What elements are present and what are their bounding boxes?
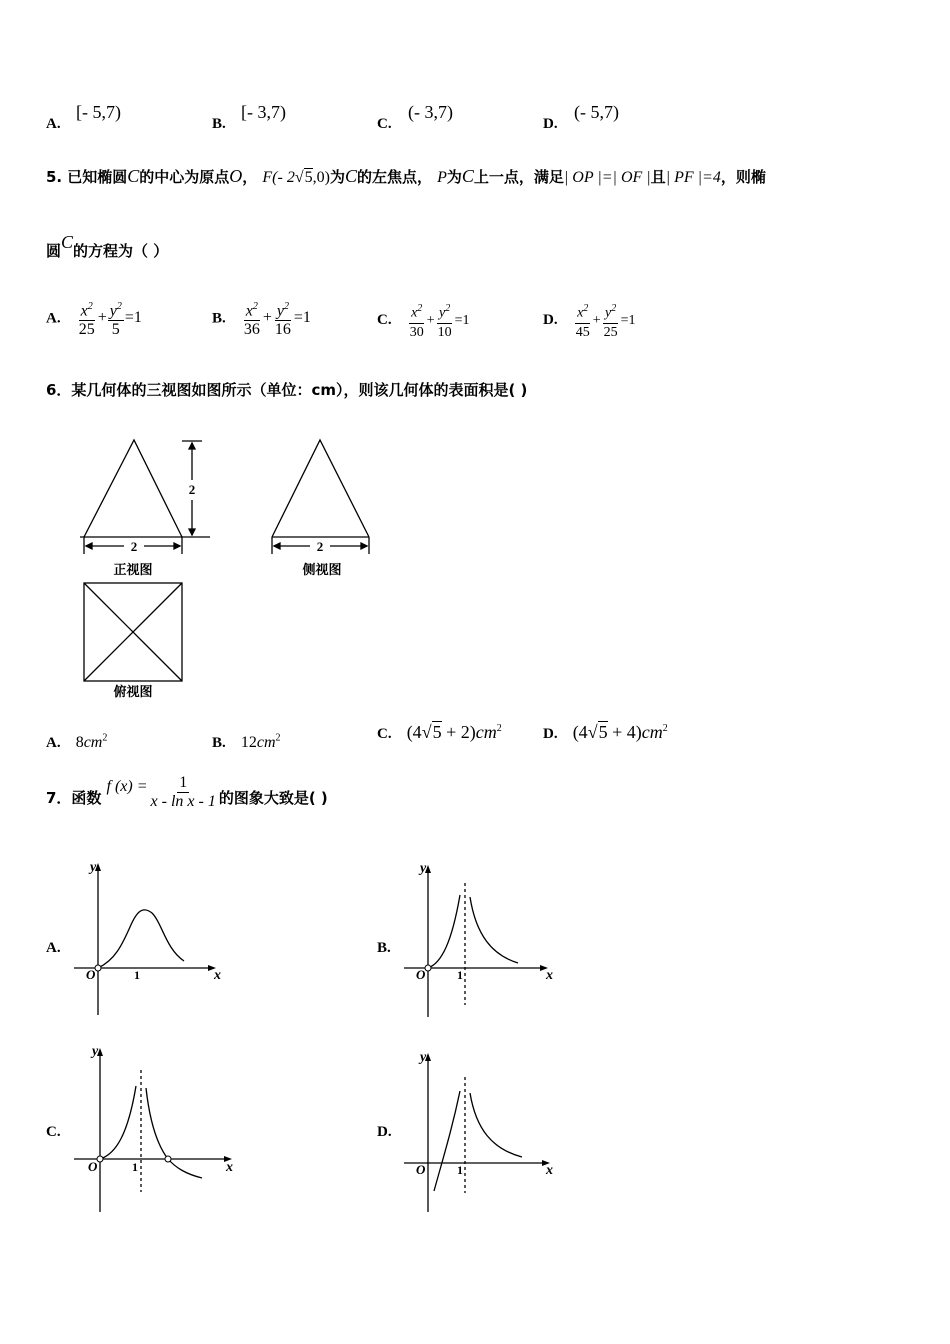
q7-option-b-label: B. — [377, 940, 391, 956]
q5-text: 已知椭圆 — [67, 168, 128, 186]
curve — [98, 910, 184, 968]
axis-label: y — [420, 1050, 427, 1065]
q7-text: 7．函数 — [46, 789, 102, 807]
side-view — [272, 440, 369, 554]
q5-option-a: A. $\frac{x^2}{25}$ + $\frac{y^2}{5}$ =1 — [46, 298, 142, 339]
q5-stem-line2 — [46, 232, 169, 261]
q5-option-label: D. — [543, 312, 558, 329]
q6-option-a: A. $8cm^2$ — [46, 732, 108, 751]
q5-option-label: C. — [377, 312, 392, 329]
axis-label: x — [546, 1163, 553, 1178]
q5-text: 为 — [329, 168, 345, 186]
tick-label: 1 — [134, 968, 140, 982]
q7-math: 1 — [179, 774, 188, 791]
q5-option-b: B. $\frac{x^2}{36}$ + $\frac{y^2}{16}$ =1 — [212, 298, 311, 339]
q5-number: 5. — [46, 168, 63, 186]
q4-option-b-math: [- 3,7) — [241, 102, 286, 122]
q7-graph-d — [400, 1045, 570, 1215]
q5-math: C — [461, 166, 474, 186]
q4-option-b-label: B. — [212, 116, 226, 132]
curve — [470, 897, 518, 963]
origin-label: O — [86, 967, 96, 982]
q5-math: P — [437, 169, 447, 186]
q7-graph-b — [400, 855, 570, 1020]
q5-math: O — [229, 166, 243, 186]
origin-label: O — [416, 967, 426, 982]
q6-option-d: D. $(4√5 + 4)cm^2$ — [543, 722, 668, 742]
q5-math: C — [127, 166, 140, 186]
curve — [470, 1093, 522, 1157]
axis-label: y — [90, 860, 97, 875]
q5-option-label: B. — [212, 310, 226, 327]
q4-option-a-label: A. — [46, 116, 61, 132]
tick-label: 1 — [132, 1160, 138, 1174]
q5-text: 上一点，满足 — [473, 168, 564, 186]
tick-label: 1 — [457, 1163, 463, 1177]
q6-option-label: B. — [212, 735, 226, 751]
q5-math: ,0) — [312, 169, 330, 186]
q7-math: x - ln x - 1 — [150, 793, 216, 810]
front-view-label: 正视图 — [113, 562, 153, 577]
q6-option-label: C. — [377, 726, 392, 742]
q5-text: ，则椭 — [720, 168, 766, 186]
q5-option-label: A. — [46, 310, 61, 327]
q5-math: | PF |=4 — [665, 169, 721, 186]
axis-label: x — [226, 1160, 233, 1175]
q5-stem-line1: 5. 已知椭圆C的中心为原点O， F(- 2√5,0)为C的左焦点， P为C上一点，满足| OP |=| OF |且| PF |=4，则椭 — [46, 166, 766, 186]
top-view-label: 俯视图 — [113, 684, 153, 699]
open-point — [425, 965, 431, 971]
q7-math: f (x) = — [106, 778, 148, 795]
q5-text: 圆 — [46, 242, 62, 260]
q5-math: F(- 2 — [262, 169, 295, 186]
q7-graph-a — [70, 855, 240, 1020]
tick-label: 1 — [457, 968, 463, 982]
side-view-label: 侧视图 — [302, 562, 342, 577]
q7-option-a-label: A. — [46, 940, 61, 956]
q5-math: C — [344, 166, 357, 186]
q4-option-d-label: D. — [543, 116, 558, 132]
q6-stem: 6．某几何体的三视图如图所示（单位：cm），则该几何体的表面积是( ) — [46, 381, 528, 399]
origin-label: O — [416, 1162, 426, 1177]
q6-option-label: A. — [46, 735, 61, 751]
q5-text: 的方程为（ ） — [73, 242, 169, 260]
axis-label: x — [214, 968, 221, 983]
q4-option-c-math: (- 3,7) — [408, 102, 453, 122]
q6-option-c: C. $(4√5 + 2)cm^2$ — [377, 722, 502, 742]
q7-text: 的图象大致是( ) — [218, 789, 328, 807]
curve — [428, 895, 460, 968]
q4-option-c-label: C. — [377, 116, 392, 132]
axis-label: y — [420, 861, 427, 876]
q6-option-label: D. — [543, 726, 558, 742]
front-width-dim: 2 — [130, 539, 138, 554]
q6-option-b: B. $12cm^2$ — [212, 732, 281, 751]
q4-option-d-math: (- 5,7) — [574, 102, 619, 122]
q7-option-d-label: D. — [377, 1124, 392, 1140]
q5-text: 的左焦点， — [356, 168, 432, 186]
front-view — [80, 440, 210, 554]
open-point — [165, 1156, 171, 1162]
q5-text: 且 — [650, 168, 666, 186]
q7-stem — [46, 774, 328, 817]
q6-three-view-figure — [60, 430, 390, 710]
height-dim: 2 — [188, 482, 196, 497]
axis-label: x — [546, 968, 553, 983]
q5-option-c: C. $\frac{x^2}{30}$ + $\frac{y^2}{10}$ =1 — [377, 300, 470, 342]
top-view — [84, 583, 182, 681]
open-point — [95, 965, 101, 971]
curve — [100, 1086, 136, 1159]
q5-math: 5 — [304, 169, 313, 186]
q4-option-a-math: [- 5,7) — [76, 102, 121, 122]
q5-text: 的中心为原点 — [139, 168, 230, 186]
q7-graph-c — [70, 1040, 245, 1215]
origin-label: O — [88, 1159, 98, 1174]
q5-math: | OP |=| OF | — [563, 169, 651, 186]
q5-math: C — [61, 232, 74, 252]
side-width-dim: 2 — [316, 539, 324, 554]
q5-text: 为 — [446, 168, 462, 186]
open-point — [97, 1156, 103, 1162]
q5-option-d: D. $\frac{x^2}{45}$ + $\frac{y^2}{25}$ =1 — [543, 300, 636, 342]
curve — [146, 1088, 202, 1178]
q7-option-c-label: C. — [46, 1124, 61, 1140]
axis-label: y — [92, 1044, 99, 1059]
